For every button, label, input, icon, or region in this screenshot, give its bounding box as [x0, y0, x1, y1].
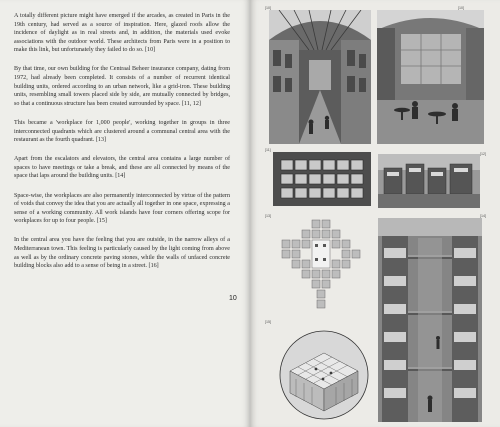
- floor-plan-diagram: [272, 218, 370, 312]
- figure-label-10b: [10]: [458, 6, 464, 10]
- paragraph-3: This became a 'workplace for 1,000 people', working together in groups in three interconnected quadrants which are clustered around a communal central area with the restaurant as the fourth quadrant. [13]: [14, 119, 230, 144]
- building-aerial-photo: [273, 152, 371, 206]
- building-exterior-figure: [378, 154, 480, 208]
- paragraph-4: Apart from the escalators and elevators, the central area contains a large number of spaces to have meetings or take a break, and these are all connected by means of the space that laps around the building units. [14]: [14, 156, 230, 180]
- building-exterior-photo: [378, 154, 480, 208]
- arcade-photo: [269, 10, 371, 144]
- page-number: 10: [229, 295, 237, 302]
- figure-label-14: [14]: [480, 214, 486, 218]
- interior-atrium-photo: [378, 218, 482, 422]
- paragraph-6: In the central area you have the feeling that you are outside, in the narrow alleys of a Mediterranean town. This feeling is particularly caused by the light coming from above as well as by the ordinary concrete paving stones, while the walls of unfaced concrete building blocks also add to a sense of being in a street. [16]: [14, 237, 230, 270]
- arcade-photo-figure: [269, 10, 371, 144]
- figure-label-10: [10]: [265, 6, 271, 10]
- figure-label-12: [12]: [480, 152, 486, 156]
- figure-label-13: [13]: [265, 214, 271, 218]
- building-aerial-figure: [273, 152, 371, 206]
- interior-atrium-figure: [378, 218, 482, 422]
- body-text: [14, 12, 230, 281]
- isometric-section-drawing: [276, 323, 372, 421]
- paragraph-5: Space-wise, the workplaces are also permanently interconnected by virtue of the pattern of voids that convey the idea that you are actually all together in one space, expressing a sense of a working community. All work islands have four corners offering scope for workplaces for up to four people. [15]: [14, 192, 230, 225]
- paragraph-1: A totally different picture might have emerged if the arcades, as created in Paris in the 19th century, had served as a source of inspiration. Here, glazed roofs allow the incidence of daylight as in real streets and, in addition, the materials used evoke associations with the outdoor world. These architects from Paris were in a position to make this link, but unfortunately they failed to do so. [10]: [14, 13, 230, 54]
- figure-label-11: [11]: [265, 148, 271, 152]
- arcade-cafe-figure: [377, 10, 484, 144]
- paragraph-2: By that time, our own building for the Centraal Beheer insurance company, dating from 1972, had already been completed. It consists of a number of recurrent identical building units, ordered according to an urban network, like a grid-iron. These building units, resembling small towers placed side by side, are mutually connected by bridges, so that a continuous structure has been created surrounded by space. [11, 12]: [14, 66, 230, 107]
- isometric-section-figure: [276, 323, 372, 421]
- floor-plan-figure: [272, 218, 370, 312]
- right-page: [250, 0, 500, 427]
- figure-label-15: [15]: [265, 320, 271, 324]
- arcade-cafe-photo: [377, 10, 484, 144]
